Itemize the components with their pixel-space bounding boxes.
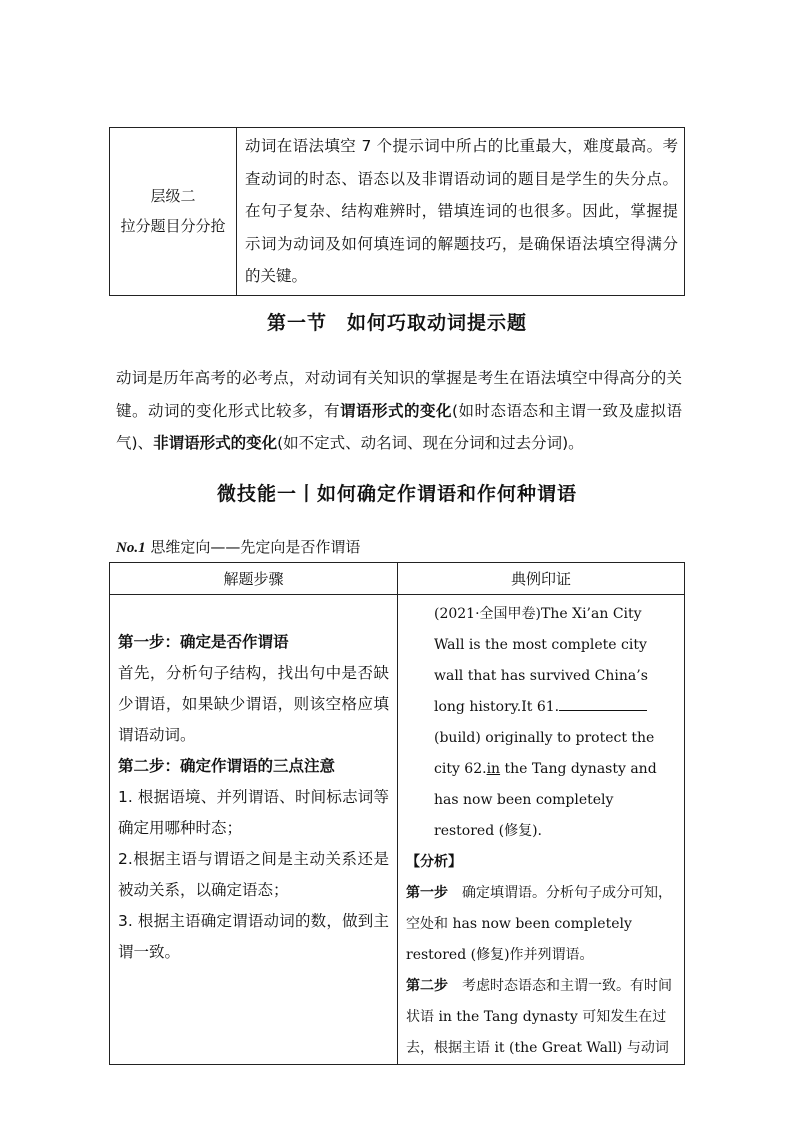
example-text-3: the Tang dynasty and has now been completely restored (修复).	[434, 761, 657, 839]
level-label-cell	[110, 128, 237, 296]
intro-text-2: (如时态语态和主谓一致及虚拟语气)、	[116, 401, 682, 452]
example-cell	[398, 595, 685, 1065]
header-example: 典例印证	[398, 563, 685, 595]
intro-bold-2: 非谓语形式的变化	[153, 434, 278, 452]
analysis-step2-text: 考虑时态语态和主谓一致。有时间状语 in the Tang dynasty 可知发生在过去，根据主语 it (the Great Wall) 与动词	[406, 978, 672, 1056]
example-source: (2021·全国甲卷)	[434, 606, 542, 622]
note-2: 2.根据主语与谓语之间是主动关系还是被动关系，以确定语态；	[118, 850, 389, 899]
level-description: 动词在语法填空 7 个提示词中所占的比重最大，难度最高。考查动词的时态、语态以及非谓语动词的题目是学生的失分点。在句子复杂、结构难辨时，错填连词的也很多。因此，掌握提示词为动词及如何填连词的解题技巧，是确保语法填空得满分的关键。	[237, 128, 685, 296]
analysis-step2	[406, 971, 676, 1064]
intro-text-1: 动词是历年高考的必考点，对动词有关知识的掌握是考生在语法填空中得高分的关键。动词的变化形式比较多，有	[116, 369, 682, 420]
level-sublabel: 拉分题目分分抢	[120, 217, 226, 236]
step2-title: 第二步：确定作谓语的三点注意	[118, 757, 336, 775]
header-steps: 解题步骤	[110, 563, 398, 595]
intro-text-3: (如不定式、动名词、现在分词和过去分词)。	[277, 434, 584, 452]
intro-bold-1: 谓语形式的变化	[339, 401, 452, 420]
level-table	[109, 127, 685, 296]
analysis-step1	[406, 878, 676, 971]
example-text-1: The Xi’an City Wall is the most complete city wall that has survived China’s long history.It 61.	[434, 606, 648, 715]
level-label: 层级二	[150, 187, 196, 206]
note-3: 3. 根据主语确定谓语动词的数，做到主谓一致。	[118, 912, 389, 961]
analysis-title: 【分析】	[406, 854, 462, 870]
analysis-step2-label: 第二步	[406, 978, 448, 994]
steps-table	[109, 562, 685, 1065]
subsection-number: No.1	[116, 540, 146, 556]
intro-paragraph	[116, 362, 682, 460]
subsection-label	[116, 536, 360, 557]
step1-text: 首先，分析句子结构，找出句中是否缺少谓语，如果缺少谓语，则该空格应填谓语动词。	[118, 664, 389, 744]
analysis-step1-text: 确定填谓语。分析句子成分可知，空处和 has now been completely restored (修复)作并列谓语。	[406, 885, 672, 963]
answer-62: in	[486, 761, 501, 777]
step1-title: 第一步：确定是否作谓语	[118, 633, 289, 651]
analysis-step1-label: 第一步	[406, 885, 448, 901]
skill-title: 微技能一丨如何确定作谓语和作何种谓语	[216, 483, 577, 505]
section-title: 第一节 如何巧取动词提示题	[266, 312, 527, 334]
steps-cell	[110, 595, 398, 1065]
example-text-2: (build) originally to protect the city 62.	[434, 730, 655, 777]
blank-61	[559, 695, 647, 711]
example-passage	[406, 599, 676, 847]
subsection-text: 思维定向——先定向是否作谓语	[145, 538, 361, 556]
note-1: 1. 根据语境、并列谓语、时间标志词等确定用哪种时态；	[118, 788, 389, 837]
